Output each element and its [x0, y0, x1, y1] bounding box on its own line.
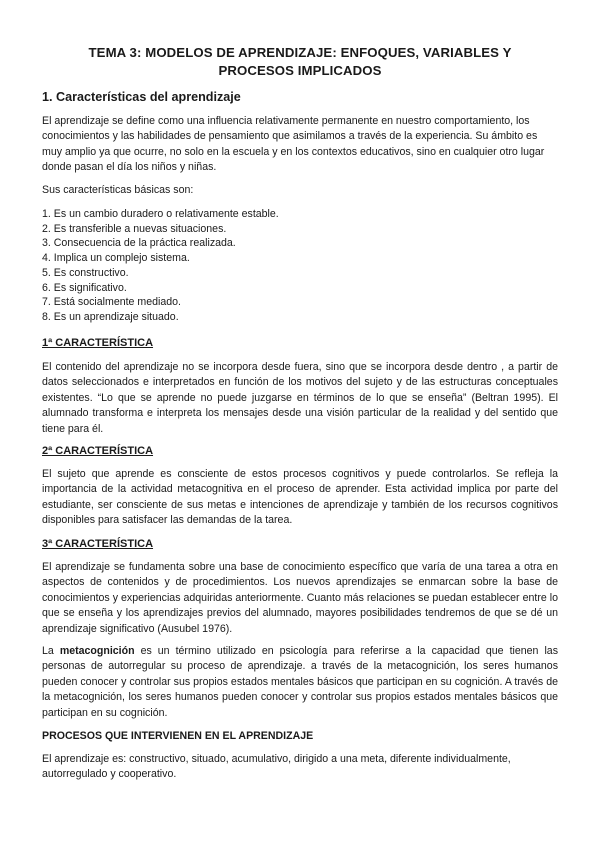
characteristics-intro: Sus características básicas son:	[42, 184, 194, 196]
char2-heading: 2ª CARACTERÍSTICA	[42, 445, 154, 457]
list-item: 8. Es un aprendizaje situado.	[42, 310, 179, 323]
char1-heading: 1ª CARACTERÍSTICA	[42, 337, 154, 349]
metacog-prefix: La	[42, 645, 60, 657]
char3-heading: 3ª CARACTERÍSTICA	[42, 538, 154, 550]
char2-paragraph: El sujeto que aprende es consciente de estos procesos cognitivos y puede controlarlos. Se refleja la importancia de la actividad metacognitiva en el proceso de aprender. Esta actividad implica por parte del estudiante, ser consciente de sus metas e intenciones de aprendizaje y también de los recursos cognitivos disponibles para satisfacer las demandas de la tarea.	[42, 468, 558, 527]
characteristics-list	[42, 207, 279, 325]
list-item: 5. Es constructivo.	[42, 266, 129, 279]
metacognition-paragraph	[42, 644, 558, 721]
processes-heading: PROCESOS QUE INTERVIENEN EN EL APRENDIZAJE	[42, 730, 314, 742]
metacog-term: metacognición	[59, 645, 135, 657]
list-item: 2. Es transferible a nuevas situaciones.	[42, 222, 227, 235]
list-item: 4. Implica un complejo sistema.	[42, 252, 190, 265]
section-heading-1: 1. Características del aprendizaje	[42, 90, 241, 104]
processes-paragraph: El aprendizaje es: constructivo, situado, acumulativo, dirigido a una meta, diferente individualmente, autorregulado y cooperativo.	[42, 753, 511, 781]
intro-paragraph: El aprendizaje se define como una influencia relativamente permanente en nuestro comportamiento, los conocimientos y las habilidades de pensamiento que asimilamos a través de la experiencia. Su ámbito es muy amplio ya que ocurre, no solo en la escuela y en los contextos educativos, sino en cualquier otro lugar donde pasan el día los niños y niñas.	[42, 115, 545, 174]
page-title	[42, 44, 558, 80]
title-line-2: PROCESOS IMPLICADOS	[218, 63, 382, 78]
title-line-1: TEMA 3: MODELOS DE APRENDIZAJE: ENFOQUES, VARIABLES Y	[88, 45, 512, 60]
list-item: 6. Es significativo.	[42, 281, 127, 294]
list-item: 1. Es un cambio duradero o relativamente estable.	[42, 208, 279, 220]
list-item: 7. Está socialmente mediado.	[42, 296, 181, 309]
list-item: 3. Consecuencia de la práctica realizada.	[42, 237, 236, 250]
char3-paragraph: El aprendizaje se fundamenta sobre una base de conocimiento específico que varía de una tarea a otra en aspectos de contenidos y de procedimientos. Los nuevos aprendizajes se enmarcan sobre la base de conocimientos y experiencias adquiridas anteriormente. Cuanto más relaciones se puedan establecer entre lo que se enseña y los aprendizajes previos del alumnado, mayores posibilidades tendremos de que se dé un aprendizaje significativo (Ausubel 1976).	[42, 561, 558, 635]
metacog-text: es un término utilizado en psicología para referirse a la capacidad que tienen las personas de autorregular su proceso de aprendizaje. a través de la metacognición, los seres humanos pueden conocer y controlar sus propios estados mentales básicos que participan en su cognición. A través de la metacognición, los seres humanos pueden conocer y controlar sus propios estados mentales básicos que participan en su cognición.	[42, 645, 558, 719]
char1-paragraph: El contenido del aprendizaje no se incorpora desde fuera, sino que se incorpora desde dentro , a partir de datos seleccionados e interpretados en función de los motivos del sujeto y de las estructuras conceptuales existentes. “Lo que se aprende no puede juzgarse en términos de lo que se enseña” (Beltran 1995). El alumnado transforma e interpreta los mensajes desde una visión particular de la realidad y del sentido que tiene para él.	[42, 361, 558, 435]
